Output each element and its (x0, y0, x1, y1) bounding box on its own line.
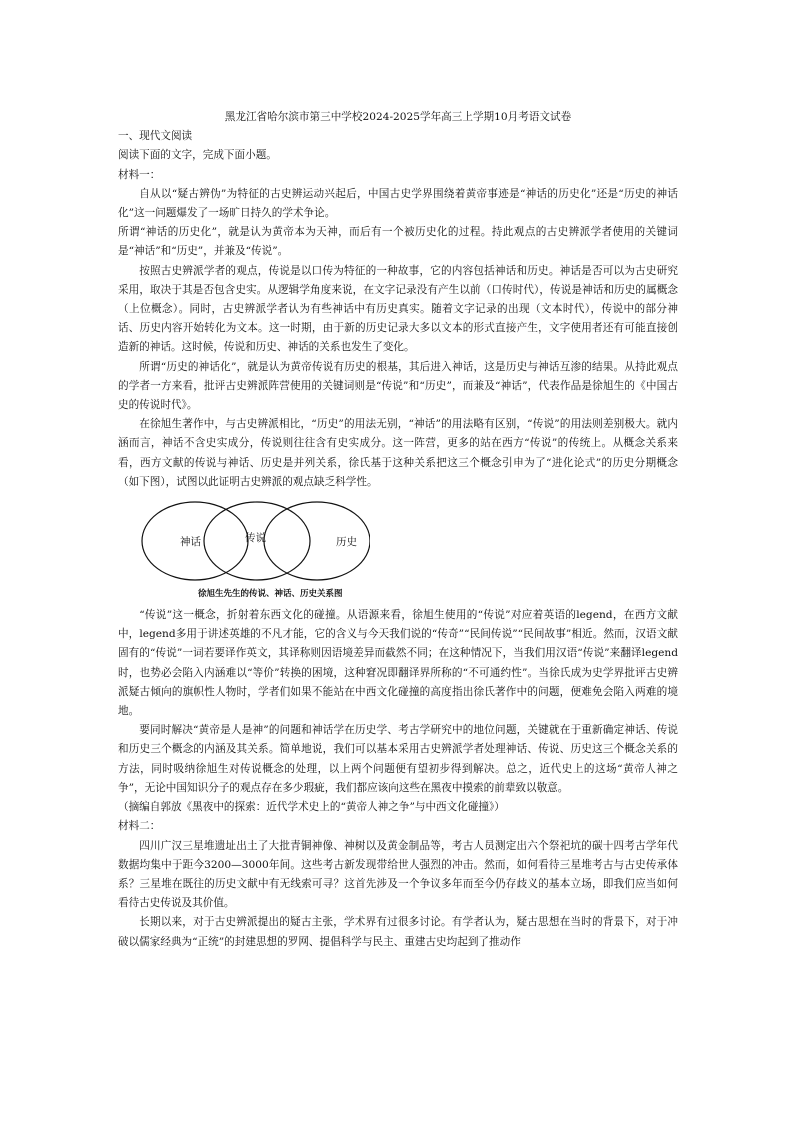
paragraph: 所谓“历史的神话化”，就是认为黄帝传说有历史的根基，其后进入神话，这是历史与神话互渗的结果。从持此观点的学者一方来看，批评古史辨派阵营使用的关键词则是“传说”和“历史”，而兼及“神话”，代表作品是徐旭生的《中国古史的传说时代》。 (118, 360, 678, 412)
venn-diagram (118, 498, 678, 606)
document-body (118, 108, 678, 952)
venn-label-history: 历史 (336, 536, 357, 549)
instruction: 阅读下面的文字，完成下面小题。 (118, 149, 277, 162)
paragraph: 要同时解决“黄帝是人是神”的问题和神话学在历史学、考古学研究中的地位问题，关键就在于重新确定神话、传说和历史三个概念的内涵及其关系。简单地说，我们可以基本采用古史辨派学者处理神话、传说、历史这三个概念关系的方法，同时吸纳徐旭生对传说概念的处理，以上两个问题便有望初步得到解决。总之，近代史上的这场“黄帝人神之争”，无论中国知识分子的观点存在多少瑕疵，我们都应该向这些在黑夜中摸索的前辈致以敬意。 (118, 724, 678, 794)
paragraph: 所谓“神话的历史化”，就是认为黄帝本为天神，而后有一个被历史化的过程。持此观点的古史辨派学者使用的关键词是“神话”和“历史”，并兼及“传说”。 (118, 226, 678, 258)
paragraph: 四川广汉三星堆遗址出土了大批青铜神像、神树以及黄金制品等，考古人员测定出六个祭祀坑的碳十四考古学年代数据均集中于距今3200—3000年间。这些考古新发现带给世人强烈的冲击。然而，如何看待三星堆考古与古史传承体系？三星堆在既往的历史文献中有无线索可寻？这首先涉及一个争议多年而至今仍存歧义的基本立场，即我们应当如何看待古史传说及其价值。 (118, 839, 678, 910)
paragraph: 按照古史辨派学者的观点，传说是以口传为特征的一种故事，它的内容包括神话和历史。神话是否可以为古史研究采用，取决于其是否包含史实。从逻辑学角度来说，在文字记录没有产生以前（口传时代），传说是神话和历史的属概念（上位概念）。同时，古史辨派学者认为有些神话中有历史真实。随着文字记录的出现（文本时代），传说中的部分神话、历史内容开始转化为文本。这一时期，由于新的历史记录大多以文本的形式直接产生，文字使用者还有可能直接创造新的神话。这时候，传说和历史、神话的关系也发生了变化。 (118, 264, 678, 354)
paragraph: 自从以“疑古辨伪”为特征的古史辨运动兴起后，中国古史学界围绕着黄帝事迹是“神话的历史化”还是“历史的神话化”这一问题爆发了一场旷日持久的学术争论。 (118, 187, 678, 220)
venn-label-legend: 传说 (245, 532, 266, 545)
page-title: 黑龙江省哈尔滨市第三中学校2024-2025学年高三上学期10月考语文试卷 (224, 111, 572, 123)
paragraph: 在徐旭生著作中，与古史辨派相比，“历史”的用法无别，“神话”的用法略有区别，“传说”的用法则差别极大。就内涵而言，神话不含史实成分，传说则往往含有史实成分。这一阵营，更多的站在西方“传说”的传统上。从概念关系来看，西方文献的传说与神话、历史是并列关系，徐氏基于这种关系把这三个概念引申为了“进化论式”的历史分期概念（如下图），试图以此证明古史辨派的观点缺乏科学性。 (118, 418, 678, 488)
figure-caption: 徐旭生先生的传说、神话、历史关系图 (198, 589, 343, 600)
material-2-label: 材料二： (118, 820, 161, 833)
venn-label-myth: 神话 (180, 536, 201, 549)
paragraph: “传说”这一概念，折射着东西文化的碰撞。从语源来看，徐旭生使用的“传说”对应着英语的legend，在西方文献中，legend多用于讲述英雄的不凡才能，它的含义与今天我们说的“传奇”“民间传说”“民间故事”相近。然而，汉语文献固有的“传说”一词若要译作英文，其译称则因语境差异而截然不同；在这种情况下，当我们用汉语“传说”来翻译legend时，也势必会陷入内涵难以“等价”转换的困境，这种窘况即翻译界所称的“不可通约性”。当徐氏成为史学界批评古史辨派疑古倾向的旗帜性人物时，学者们如果不能站在中西文化碰撞的高度指出徐氏著作中的问题，便难免会陷入两难的境地。 (118, 609, 678, 718)
paragraph: 长期以来，对于古史辨派提出的疑古主张，学术界有过很多讨论。有学者认为，疑古思想在当时的背景下，对于冲破以儒家经典为“正统”的封建思想的罗网、提倡科学与民主、重建古史均起到了推动作 (118, 916, 678, 948)
material-1-label: 材料一： (118, 168, 161, 181)
section-heading: 一、现代文阅读 (118, 130, 193, 143)
source-citation: （摘编自郭放《黑夜中的探索：近代学术史上的“黄帝人神之争”与中西文化碰撞》） (118, 801, 505, 814)
venn-svg (140, 498, 370, 588)
